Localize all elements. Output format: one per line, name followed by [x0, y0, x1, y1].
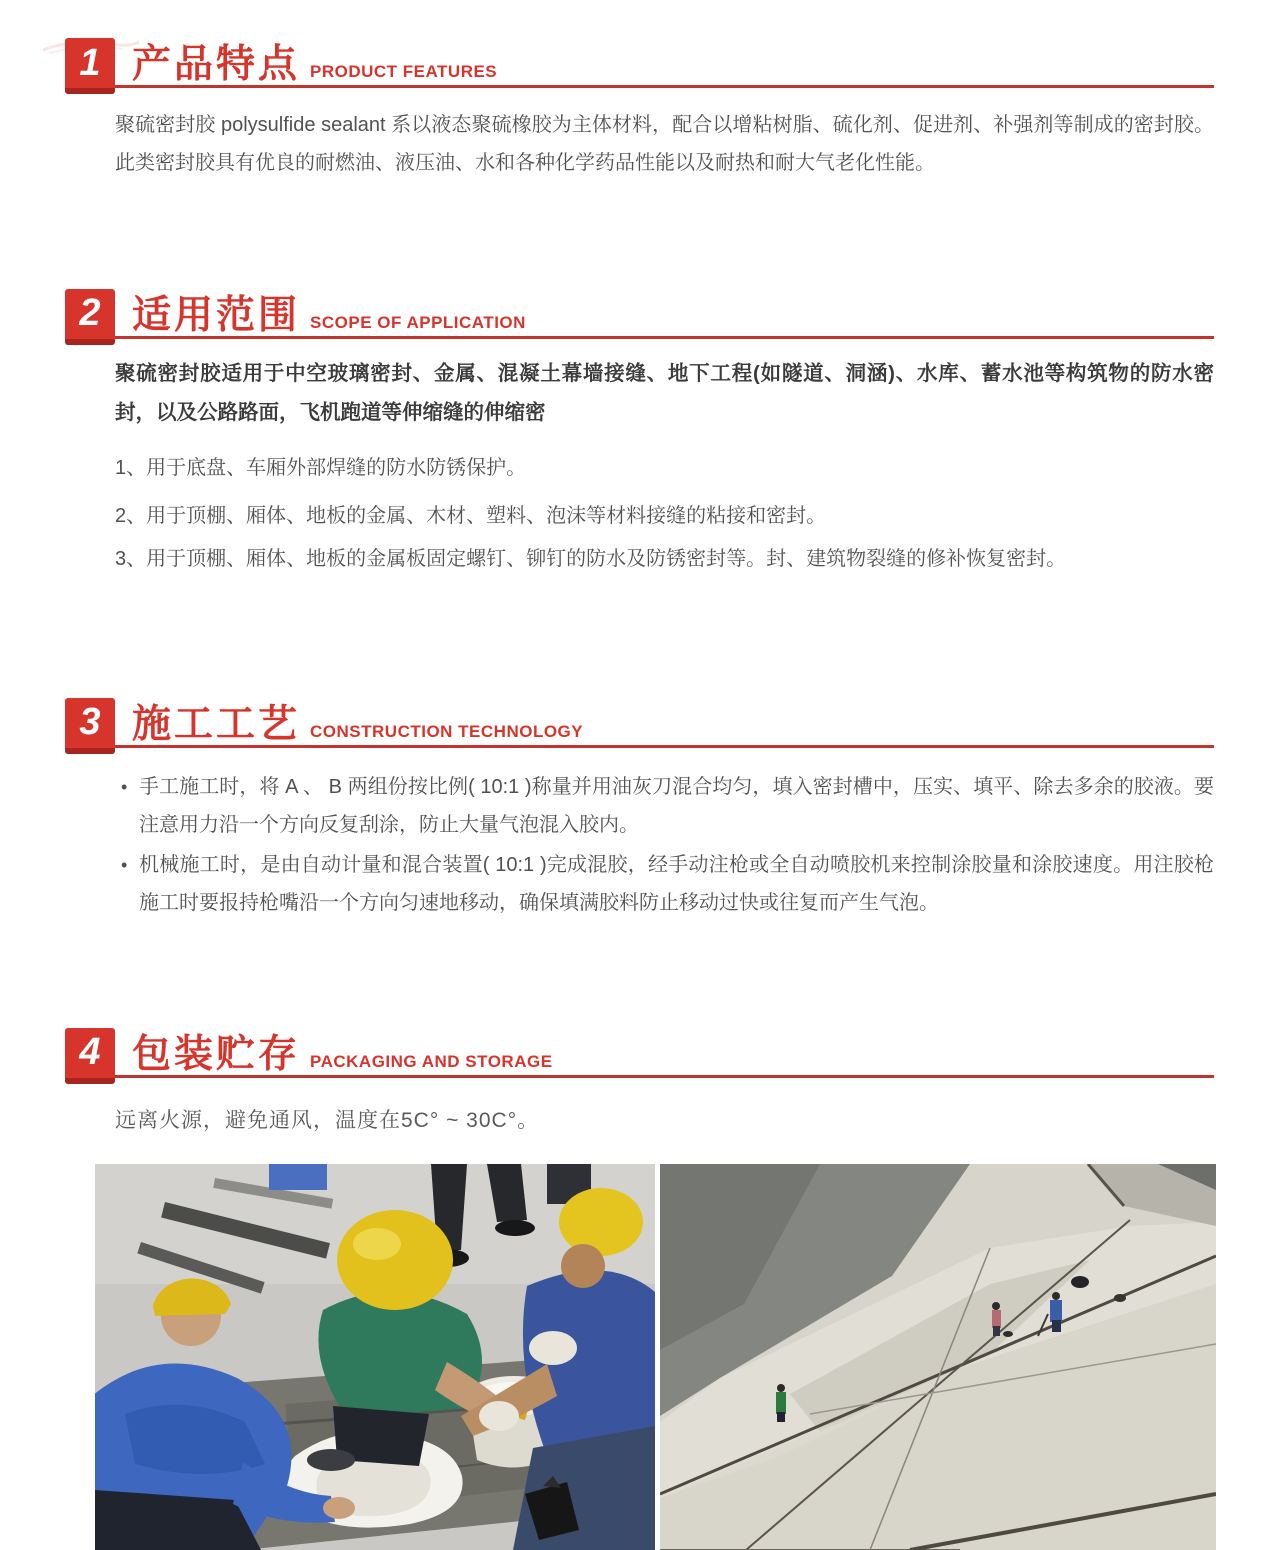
section-header [65, 287, 1214, 339]
bullet-item: • 手工施工时，将 A 、 B 两组份按比例( 10:1 )称量并用油灰刀混合均匀，填入密封槽中，压实、填平、除去多余的胶液。要注意用力沿一个方向反复刮涂，防止大量气泡混入胶内。 [121, 768, 1214, 844]
section-construction-technology [0, 696, 1280, 922]
section-product-features [0, 36, 1280, 183]
section-title: 产品特点 [132, 43, 301, 86]
worker-figure-green [776, 1384, 786, 1422]
section-number-badge: 4 [65, 1028, 115, 1084]
section-number-badge: 3 [65, 698, 115, 754]
section-header [65, 1026, 1214, 1078]
photo-concrete-slope-workers [660, 1164, 1216, 1550]
photo-gallery [95, 1164, 1216, 1550]
storage-note: 远离火源，避免通风，温度在5C° ~ 30C°。 [115, 1108, 540, 1132]
section-subtitle-en: CONSTRUCTION TECHNOLOGY [310, 721, 584, 741]
construction-bullet-list [121, 768, 1214, 922]
section-packaging-storage [0, 1026, 1280, 1134]
section-subtitle-en: PRODUCT FEATURES [310, 62, 498, 81]
product-features-paragraph: 聚硫密封胶 polysulfide sealant 系以液态聚硫橡胶为主体材料，配合以增粘树脂、硫化剂、促进剂、补强剂等制成的密封胶。此类密封胶具有优良的耐燃油、液压油、水和各种化学药品性能以及耐热和耐大气老化性能。 [115, 114, 1214, 175]
section-title: 包装贮存 [132, 1032, 301, 1076]
photo-workers-mixing-sealant [95, 1164, 655, 1550]
bullet-item: • 机械施工时，是由自动计量和混合装置( 10:1 )完成混胶，经手动注枪或全自动喷胶机来控制涂胶量和涂胶速度。用注胶枪施工时要报持枪嘴沿一个方向匀速地移动，确保填满胶料防止移动过快或往复而产生气泡。 [121, 846, 1214, 922]
list-item: 1、用于底盘、车厢外部焊缝的防水防锈保护。 [115, 456, 527, 479]
section-scope-of-application [0, 287, 1280, 574]
section-title: 施工工艺 [132, 702, 301, 746]
list-item: 3、用于顶棚、厢体、地板的金属板固定螺钉、铆钉的防水及防锈密封等。封、建筑物裂缝的修补恢复密封。 [115, 547, 1067, 570]
list-item: 2、用于顶棚、厢体、地板的金属、木材、塑料、泡沫等材料接缝的粘接和密封。 [115, 504, 827, 527]
section-title: 适用范围 [132, 293, 301, 337]
section-number-badge: 1 [65, 38, 115, 94]
section-header [65, 696, 1214, 748]
section-subtitle-en: SCOPE OF APPLICATION [310, 312, 526, 332]
scope-numbered-list [0, 453, 1280, 574]
section-subtitle-en: PACKAGING AND STORAGE [310, 1051, 553, 1071]
worker-figure-pink [992, 1302, 1001, 1336]
section-number-badge: 2 [65, 289, 115, 345]
scope-lead-paragraph: 聚硫密封胶适用于中空玻璃密封、金属、混凝土幕墙接缝、地下工程(如隧道、洞涵)、水库、蓄水池等构筑物的防水密封，以及公路路面，飞机跑道等伸缩缝的伸缩密 [115, 361, 1214, 424]
section-header [65, 36, 1214, 88]
